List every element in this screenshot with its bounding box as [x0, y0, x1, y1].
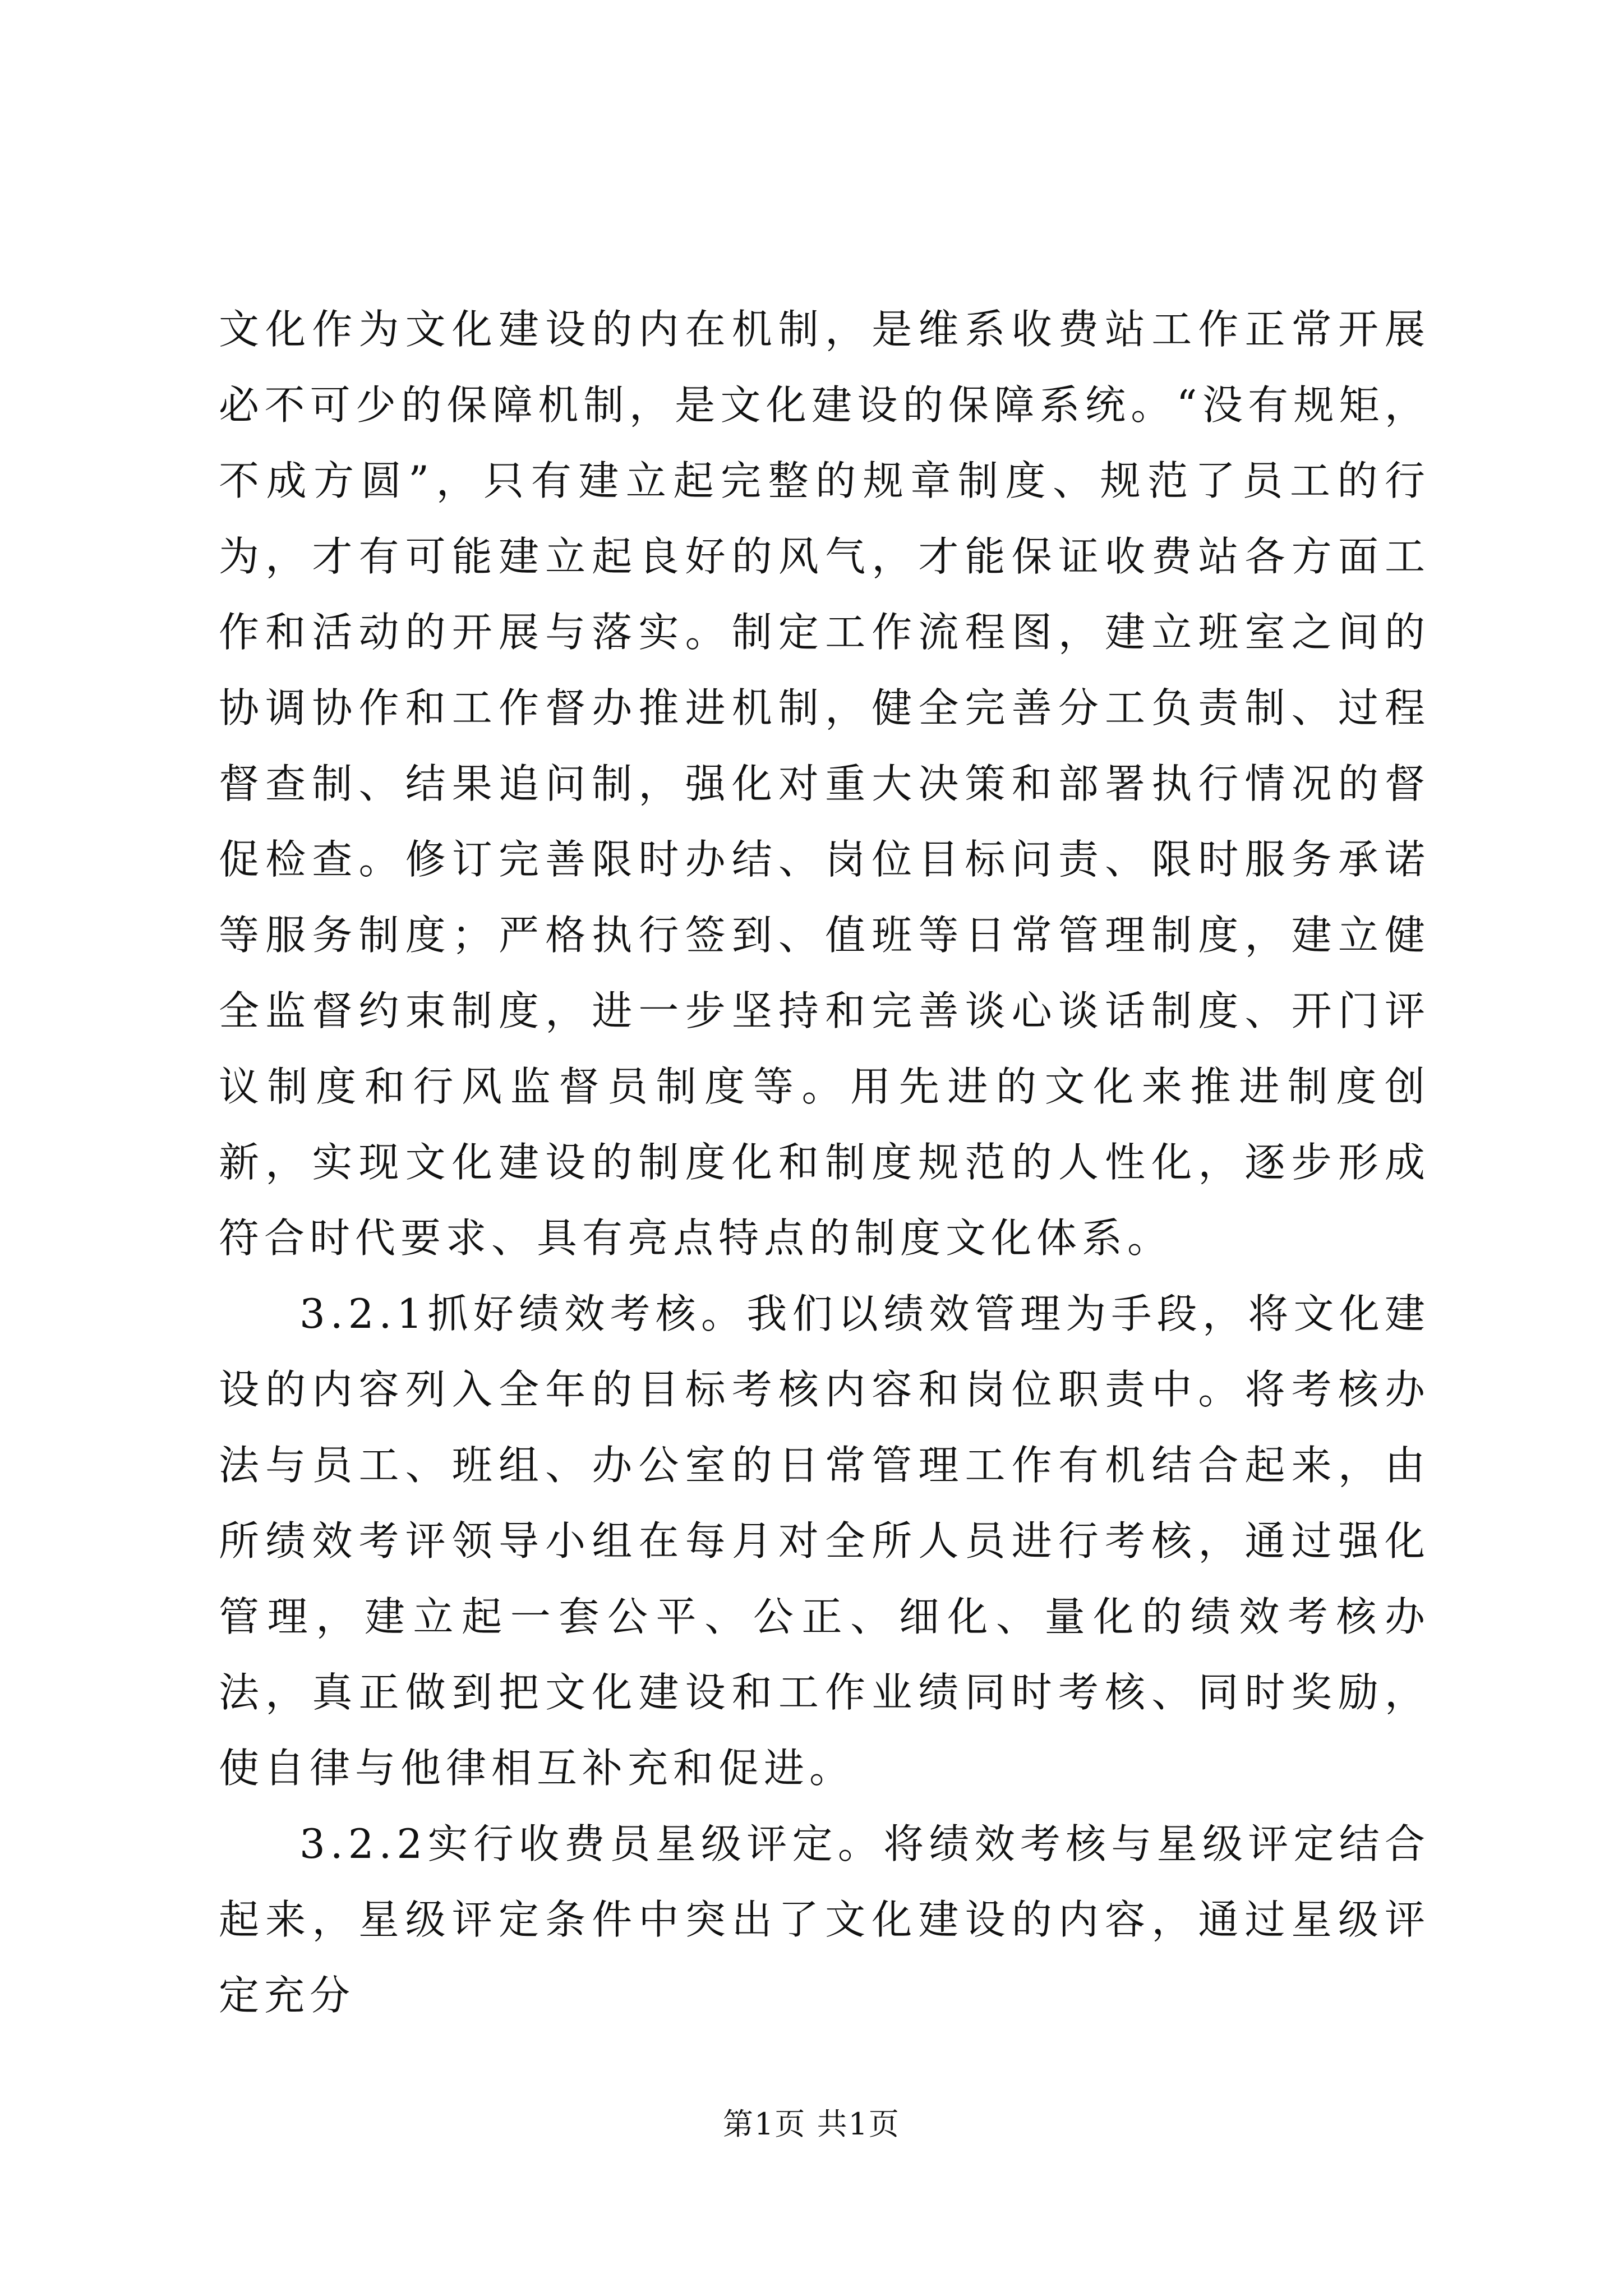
- paragraph-star-rating: 3.2.2实行收费员星级评定。将绩效考核与星级评定结合起来，星级评定条件中突出了文化建设的内容，通过星级评定充分: [219, 1820, 1430, 2019]
- paragraph-performance-assessment: 3.2.1抓好绩效考核。我们以绩效管理为手段，将文化建设的内容列入全年的目标考核内容和岗位职责中。将考核办法与员工、班组、办公室的日常管理工作有机结合起来，由所绩效考评领导小组在每月对全所人员进行考核，通过强化管理，建立起一套公平、公正、细化、量化的绩效考核办法，真正做到把文化建设和工作业绩同时考核、同时奖励，使自律与他律相互补充和促进。: [219, 1290, 1430, 1792]
- paragraph-institutional-culture: 文化作为文化建设的内在机制，是维系收费站工作正常开展必不可少的保障机制，是文化建设的保障系统。“没有规矩，不成方圆”，只有建立起完整的规章制度、规范了员工的行为，才有可能建立起良好的风气，才能保证收费站各方面工作和活动的开展与落实。制定工作流程图，建立班室之间的协调协作和工作督办推进机制，健全完善分工负责制、过程督查制、结果追问制，强化对重大决策和部署执行情况的督促检查。修订完善限时办结、岗位目标问责、限时服务承诺等服务制度；严格执行签到、值班等日常管理制度，建立健全监督约束制度，进一步坚持和完善谈心谈话制度、开门评议制度和行风监督员制度等。用先进的文化来推进制度创新，实现文化建设的制度化和制度规范的人性化，逐步形成符合时代要求、具有亮点特点的制度文化体系。: [219, 306, 1430, 1262]
- document-body: [219, 292, 1430, 2033]
- page-footer: 第1页 共1页: [723, 2106, 900, 2142]
